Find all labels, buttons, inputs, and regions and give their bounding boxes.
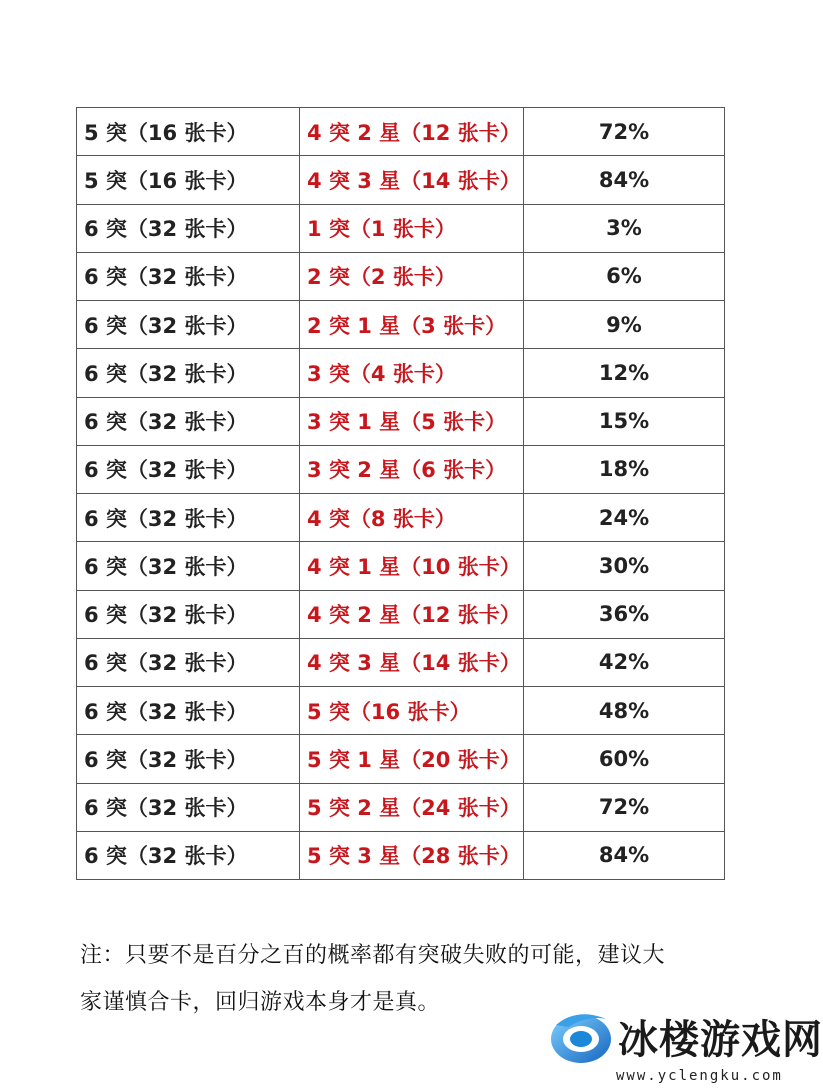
current-cards-cell: 6 突（32 张卡）	[77, 542, 300, 590]
current-cards-cell: 6 突（32 张卡）	[77, 831, 300, 879]
breakthrough-rate-table	[76, 107, 725, 880]
target-cell: 5 突 3 星（28 张卡）	[300, 831, 524, 879]
table-row	[77, 542, 725, 590]
current-cards-cell: 5 突（16 张卡）	[77, 108, 300, 156]
table-row	[77, 156, 725, 204]
target-cell: 4 突 3 星（14 张卡）	[300, 156, 524, 204]
table-row	[77, 349, 725, 397]
target-cell: 4 突 1 星（10 张卡）	[300, 542, 524, 590]
table-row	[77, 252, 725, 300]
current-cards-cell: 6 突（32 张卡）	[77, 252, 300, 300]
watermark-url: www.yclengku.com	[616, 1068, 783, 1084]
table-body	[77, 108, 725, 880]
table-row	[77, 204, 725, 252]
ice-logo-icon	[548, 1003, 614, 1069]
footnote-line-2: 家谨慎合卡，回归游戏本身才是真。	[80, 990, 441, 1015]
table-row	[77, 397, 725, 445]
target-cell: 2 突（2 张卡）	[300, 252, 524, 300]
current-cards-cell: 6 突（32 张卡）	[77, 638, 300, 686]
table-row	[77, 301, 725, 349]
target-cell: 3 突 1 星（5 张卡）	[300, 397, 524, 445]
rate-cell: 72%	[524, 783, 725, 831]
rate-cell: 72%	[524, 108, 725, 156]
rate-cell: 60%	[524, 735, 725, 783]
current-cards-cell: 5 突（16 张卡）	[77, 156, 300, 204]
table-row	[77, 590, 725, 638]
target-cell: 2 突 1 星（3 张卡）	[300, 301, 524, 349]
current-cards-cell: 6 突（32 张卡）	[77, 301, 300, 349]
target-cell: 4 突（8 张卡）	[300, 494, 524, 542]
rate-cell: 6%	[524, 252, 725, 300]
site-watermark	[548, 1000, 823, 1089]
table-row	[77, 638, 725, 686]
table-row	[77, 494, 725, 542]
footnote-line-1: 注：只要不是百分之百的概率都有突破失败的可能，建议大	[80, 943, 666, 968]
target-cell: 5 突（16 张卡）	[300, 687, 524, 735]
rate-cell: 12%	[524, 349, 725, 397]
current-cards-cell: 6 突（32 张卡）	[77, 397, 300, 445]
rate-cell: 84%	[524, 831, 725, 879]
rate-cell: 18%	[524, 445, 725, 493]
target-cell: 4 突 3 星（14 张卡）	[300, 638, 524, 686]
target-cell: 5 突 1 星（20 张卡）	[300, 735, 524, 783]
rate-cell: 36%	[524, 590, 725, 638]
target-cell: 4 突 2 星（12 张卡）	[300, 590, 524, 638]
current-cards-cell: 6 突（32 张卡）	[77, 783, 300, 831]
table-row	[77, 445, 725, 493]
target-cell: 3 突 2 星（6 张卡）	[300, 445, 524, 493]
rate-cell: 84%	[524, 156, 725, 204]
current-cards-cell: 6 突（32 张卡）	[77, 349, 300, 397]
current-cards-cell: 6 突（32 张卡）	[77, 204, 300, 252]
target-cell: 5 突 2 星（24 张卡）	[300, 783, 524, 831]
table-row	[77, 108, 725, 156]
current-cards-cell: 6 突（32 张卡）	[77, 687, 300, 735]
table-row	[77, 783, 725, 831]
rate-cell: 48%	[524, 687, 725, 735]
rate-cell: 9%	[524, 301, 725, 349]
rate-cell: 42%	[524, 638, 725, 686]
rate-cell: 30%	[524, 542, 725, 590]
table-row	[77, 831, 725, 879]
target-cell: 4 突 2 星（12 张卡）	[300, 108, 524, 156]
rate-cell: 15%	[524, 397, 725, 445]
rate-cell: 3%	[524, 204, 725, 252]
target-cell: 1 突（1 张卡）	[300, 204, 524, 252]
target-cell: 3 突（4 张卡）	[300, 349, 524, 397]
current-cards-cell: 6 突（32 张卡）	[77, 494, 300, 542]
current-cards-cell: 6 突（32 张卡）	[77, 590, 300, 638]
table-row	[77, 687, 725, 735]
current-cards-cell: 6 突（32 张卡）	[77, 735, 300, 783]
watermark-site-name: 冰楼游戏网	[618, 1017, 823, 1063]
table-row	[77, 735, 725, 783]
current-cards-cell: 6 突（32 张卡）	[77, 445, 300, 493]
rate-cell: 24%	[524, 494, 725, 542]
